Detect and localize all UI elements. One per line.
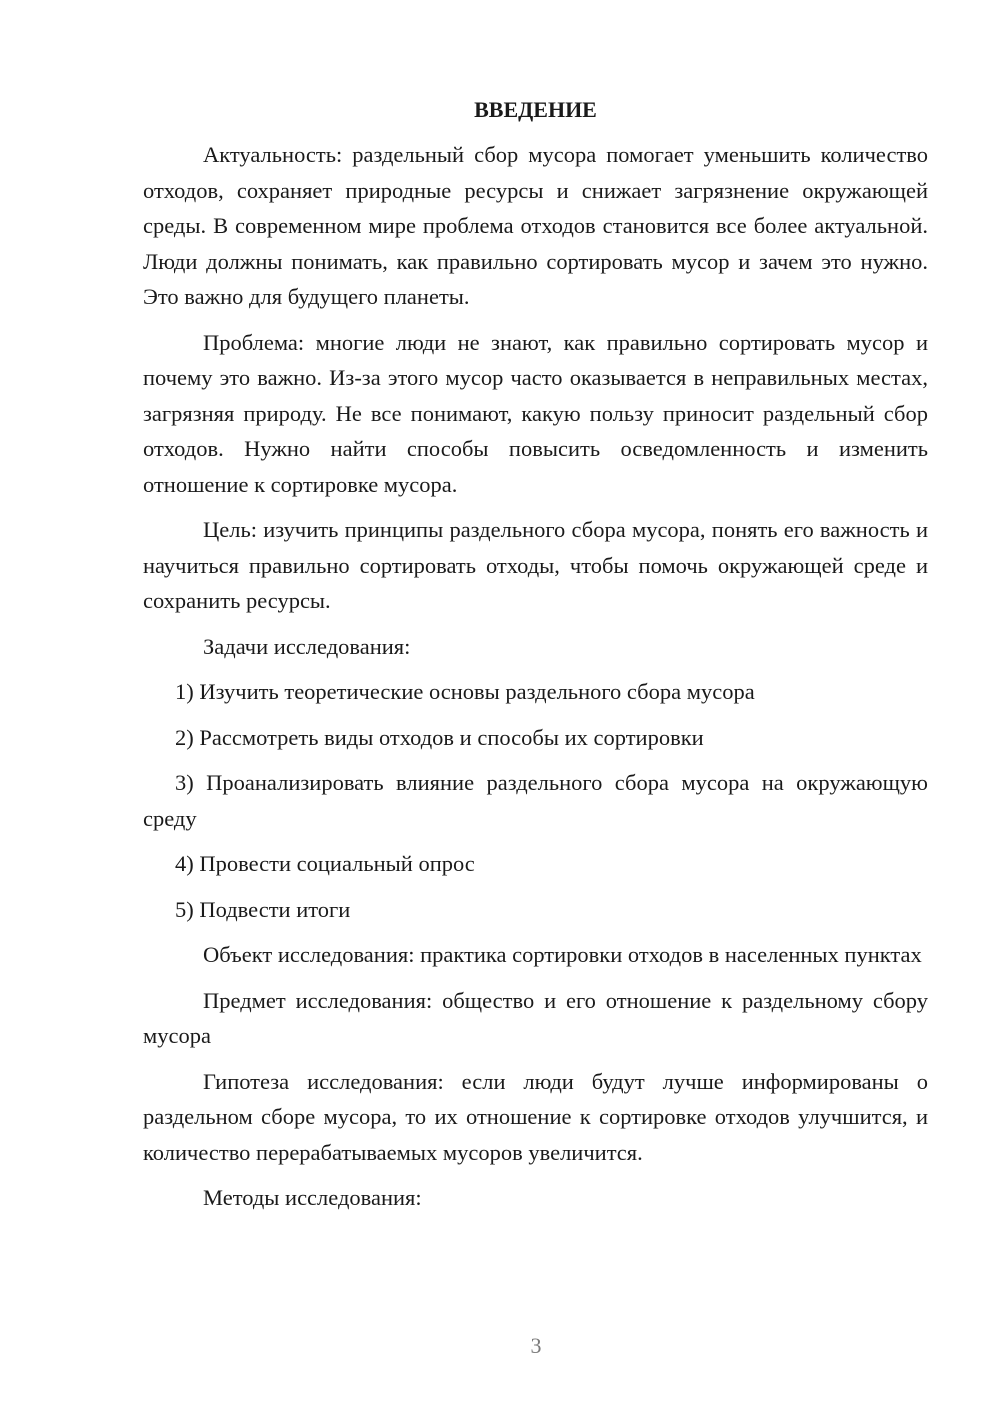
paragraph-problem: Проблема: многие люди не знают, как правильно сортировать мусор и почему это важно. Из-за этого мусор часто оказывается в неправильных местах, загрязняя природу. Не все понимают, какую пользу приносит раздельный сбор отходов. Нужно найти способы повысить осведомленность и изменить отношение к сортировке мусора. (143, 329, 928, 497)
paragraph-hypothesis: Гипотеза исследования: если люди будут лучше информированы о раздельном сборе мусора, то их отношение к сортировке отходов улучшится, и количество перерабатываемых мусоров увеличится. (143, 1068, 928, 1165)
paragraph-goal: Цель: изучить принципы раздельного сбора мусора, понять его важность и научиться правильно сортировать отходы, чтобы помочь окружающей среде и сохранить ресурсы. (143, 517, 928, 613)
task-item-2: 2) Рассмотреть виды отходов и способы их сортировки (175, 724, 704, 750)
task-item-3: 3) Проанализировать влияние раздельного сбора мусора на окружающую среду (143, 770, 928, 831)
task-item-1: 1) Изучить теоретические основы раздельного сбора мусора (175, 679, 755, 704)
paragraph-tasks-heading: Задачи исследования: (203, 633, 411, 659)
task-item-5: 5) Подвести итоги (175, 896, 351, 922)
paragraph-subject: Предмет исследования: общество и его отношение к раздельному сбору мусора (143, 987, 928, 1048)
page-number: 3 (530, 1333, 542, 1358)
page-title: ВВЕДЕНИЕ (474, 97, 597, 122)
paragraph-object: Объект исследования: практика сортировки отходов в населенных пунктах (203, 942, 922, 967)
paragraph-methods: Методы исследования: (203, 1185, 422, 1210)
document-page (143, 95, 928, 1226)
paragraph-relevance: Актуальность: раздельный сбор мусора помогает уменьшить количество отходов, сохраняет природные ресурсы и снижает загрязнение окружающей среды. В современном мире проблема отходов становится все более актуальной. Люди должны понимать, как правильно сортировать мусор и зачем это нужно. Это важно для будущего планеты. (143, 142, 928, 309)
task-item-4: 4) Провести социальный опрос (175, 851, 475, 876)
